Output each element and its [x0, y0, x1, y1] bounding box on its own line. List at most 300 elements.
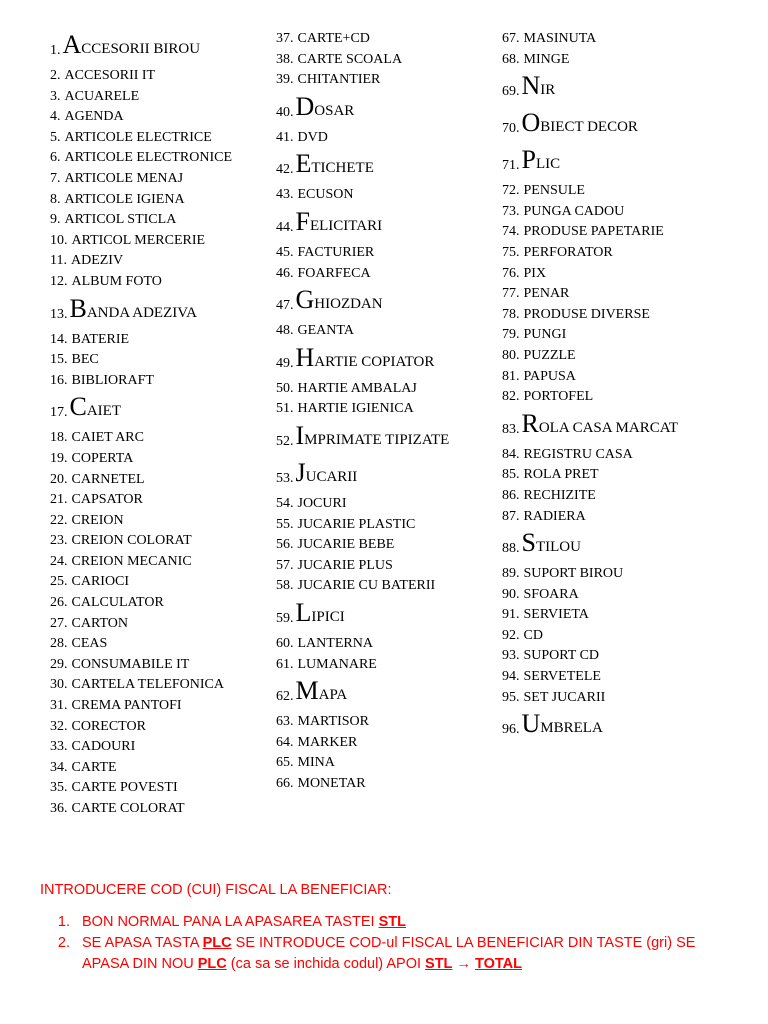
- category-item: [50, 249, 265, 270]
- category-item: [502, 624, 742, 645]
- category-item: [50, 447, 265, 468]
- category-item: [502, 644, 742, 665]
- item-number: 89.: [502, 566, 520, 582]
- item-number: 73.: [502, 203, 520, 219]
- category-item: [50, 348, 265, 369]
- item-number: 67.: [502, 31, 520, 46]
- item-label: ACUARELE: [64, 88, 140, 104]
- item-number: 3.: [50, 88, 61, 104]
- item-number: 4.: [50, 109, 61, 125]
- category-heading-item: [50, 27, 265, 64]
- item-label: BIBLIORAFT: [71, 372, 154, 388]
- category-heading-item: [502, 706, 742, 743]
- item-number: 77.: [502, 286, 520, 302]
- category-column-3: [502, 27, 742, 743]
- item-number: 14.: [50, 331, 68, 347]
- item-number: 11.: [50, 253, 67, 269]
- item-label: MARTISOR: [297, 714, 370, 730]
- item-number: 36.: [50, 801, 68, 816]
- category-item: [502, 505, 742, 526]
- item-number: 56.: [276, 537, 294, 553]
- category-item: [50, 146, 265, 167]
- item-number: 16.: [50, 372, 68, 388]
- item-number: 12.: [50, 273, 68, 289]
- item-number: 57.: [276, 557, 294, 573]
- item-label: ARTICOLE MENAJ: [64, 170, 184, 186]
- category-item: [502, 179, 742, 200]
- item-label: JUCARIE BEBE: [297, 537, 395, 553]
- item-number: 51.: [276, 401, 294, 417]
- item-label: ALBUM FOTO: [71, 273, 162, 289]
- category-item: [50, 570, 265, 591]
- item-number: 23.: [50, 533, 68, 549]
- item-label: CAIET ARC: [71, 430, 144, 446]
- item-number: 9.: [50, 212, 61, 228]
- item-number: 28.: [50, 636, 68, 652]
- item-label: SET JUCARII: [523, 689, 606, 705]
- item-label: MINA: [297, 755, 335, 771]
- category-item: [502, 583, 742, 604]
- item-label: SERVIETA: [523, 607, 589, 623]
- category-item: [502, 262, 742, 283]
- item-label: ROLA CASA MARCAT: [521, 408, 679, 438]
- category-heading-item: [50, 389, 265, 426]
- item-label: GEANTA: [297, 323, 354, 339]
- item-number: 29.: [50, 656, 68, 672]
- item-number: 46.: [276, 265, 294, 281]
- item-label: PENSULE: [523, 183, 585, 199]
- item-number: 45.: [276, 244, 294, 260]
- item-number: 83.: [502, 421, 520, 437]
- instructions-title: INTRODUCERE COD (CUI) FISCAL LA BENEFICIAR:: [40, 882, 392, 898]
- category-item: [502, 562, 742, 583]
- item-label: CADOURI: [71, 739, 136, 755]
- item-label: OBIECT DECOR: [521, 108, 638, 138]
- item-number: 26.: [50, 595, 68, 611]
- category-heading-item: [276, 340, 486, 377]
- category-item: [276, 653, 486, 674]
- category-column-2: [276, 27, 486, 792]
- item-label: PRODUSE PAPETARIE: [523, 224, 664, 240]
- item-label: CHITANTIER: [297, 72, 381, 88]
- category-item: [50, 797, 265, 818]
- item-label: BANDA ADEZIVA: [69, 293, 197, 323]
- category-item: [502, 385, 742, 406]
- item-number: 69.: [502, 84, 520, 100]
- item-number: 54.: [276, 495, 294, 511]
- category-item: [50, 85, 265, 106]
- category-item: [50, 488, 265, 509]
- item-number: 76.: [502, 265, 520, 281]
- item-label: CAIET: [69, 392, 121, 422]
- category-item: [502, 603, 742, 624]
- item-number: 37.: [276, 31, 294, 46]
- item-label: ECUSON: [297, 187, 354, 203]
- item-label: PUNGA CADOU: [523, 203, 625, 219]
- item-label: ETICHETE: [295, 149, 374, 179]
- category-item: [276, 183, 486, 204]
- item-number: 2.: [50, 68, 61, 83]
- category-item: [50, 673, 265, 694]
- category-item: [50, 756, 265, 777]
- item-number: 88.: [502, 541, 520, 557]
- item-number: 48.: [276, 323, 294, 339]
- category-heading-item: [276, 595, 486, 632]
- item-label: ADEZIV: [70, 253, 124, 269]
- item-label: LUMANARE: [297, 656, 377, 672]
- category-item: [502, 686, 742, 707]
- item-number: 59.: [276, 610, 294, 626]
- item-label: ARTICOLE ELECTRICE: [64, 129, 212, 145]
- category-item: [276, 492, 486, 513]
- item-label: LANTERNA: [297, 635, 373, 651]
- item-label: CALCULATOR: [71, 595, 164, 611]
- item-number: 7.: [50, 170, 61, 186]
- item-number: 8.: [50, 191, 61, 207]
- item-label: ARTICOLE ELECTRONICE: [64, 150, 233, 166]
- key-name: TOTAL: [474, 956, 522, 973]
- category-item: [502, 323, 742, 344]
- category-item: [502, 463, 742, 484]
- category-heading-item: [502, 68, 742, 105]
- item-number: 75.: [502, 244, 520, 260]
- category-column-1: [50, 27, 265, 818]
- item-number: 50.: [276, 380, 294, 396]
- category-item: [502, 365, 742, 386]
- category-item: [276, 241, 486, 262]
- item-label: ARTICOLE IGIENA: [64, 191, 185, 207]
- item-number: 21.: [50, 492, 68, 508]
- category-item: [50, 167, 265, 188]
- item-number: 35.: [50, 780, 68, 796]
- category-item: [276, 319, 486, 340]
- item-number: 47.: [276, 298, 294, 314]
- item-number: 38.: [276, 51, 294, 67]
- item-number: 90.: [502, 586, 520, 602]
- category-item: [50, 529, 265, 550]
- item-label: ARTICOL MERCERIE: [71, 232, 206, 248]
- category-item: [276, 751, 486, 772]
- category-item: [50, 208, 265, 229]
- category-item: [50, 369, 265, 390]
- item-label: CAPSATOR: [71, 492, 143, 508]
- item-number: 10.: [50, 232, 68, 248]
- item-number: 6.: [50, 150, 61, 166]
- category-item: [50, 612, 265, 633]
- item-number: 81.: [502, 368, 520, 384]
- item-label: HARTIE COPIATOR: [295, 342, 435, 372]
- item-number: 42.: [276, 162, 294, 178]
- category-item: [50, 426, 265, 447]
- item-label: PORTOFEL: [523, 389, 594, 405]
- item-label: JUCARIE PLASTIC: [297, 516, 416, 532]
- item-number: 40.: [276, 104, 294, 120]
- item-label: MINGE: [523, 51, 570, 67]
- category-item: [50, 632, 265, 653]
- item-label: PENAR: [523, 286, 570, 302]
- category-item: [502, 303, 742, 324]
- category-heading-item: [50, 291, 265, 328]
- category-item: [50, 735, 265, 756]
- item-label: RADIERA: [523, 508, 586, 524]
- category-item: [50, 64, 265, 85]
- category-heading-item: [276, 146, 486, 183]
- item-number: 86.: [502, 487, 520, 503]
- item-label: SFOARA: [523, 586, 579, 602]
- category-item: [276, 397, 486, 418]
- item-label: REGISTRU CASA: [523, 446, 633, 462]
- item-number: 17.: [50, 405, 68, 421]
- item-number: 65.: [276, 755, 294, 771]
- item-number: 25.: [50, 574, 68, 590]
- item-label: NIR: [521, 71, 556, 101]
- item-label: LIPICI: [295, 597, 345, 627]
- category-heading-item: [502, 406, 742, 443]
- item-label: HARTIE AMBALAJ: [297, 380, 417, 396]
- item-label: CREION MECANIC: [71, 553, 192, 569]
- item-number: 30.: [50, 677, 68, 693]
- item-label: COPERTA: [71, 450, 134, 466]
- item-label: CARTELA TELEFONICA: [71, 677, 225, 693]
- category-item: [276, 533, 486, 554]
- item-label: CARTE COLORAT: [71, 801, 185, 816]
- item-label: CREION COLORAT: [71, 533, 192, 549]
- category-item: [276, 632, 486, 653]
- item-number: 24.: [50, 553, 68, 569]
- item-label: IMPRIMATE TIPIZATE: [295, 420, 450, 450]
- category-heading-item: [276, 455, 486, 492]
- item-number: 53.: [276, 470, 294, 486]
- key-name: STL: [378, 914, 406, 930]
- item-label: ARTICOL STICLA: [64, 212, 177, 228]
- item-label: JOCURI: [297, 495, 347, 511]
- item-number: 49.: [276, 355, 294, 371]
- category-item: [502, 241, 742, 262]
- item-label: UMBRELA: [521, 709, 603, 739]
- item-number: 15.: [50, 352, 68, 368]
- item-number: 96.: [502, 722, 520, 738]
- item-number: 93.: [502, 648, 520, 664]
- category-item: [276, 574, 486, 595]
- item-label: PLIC: [521, 145, 561, 175]
- key-name: PLC: [197, 956, 227, 973]
- item-label: CREMA PANTOFI: [71, 698, 182, 714]
- category-item: [502, 665, 742, 686]
- category-item: [276, 27, 486, 48]
- item-number: 32.: [50, 718, 68, 734]
- item-number: 5.: [50, 129, 61, 145]
- category-item: [50, 591, 265, 612]
- category-item: [50, 550, 265, 571]
- category-heading-item: [276, 418, 486, 455]
- category-item: [50, 776, 265, 797]
- item-label: FELICITARI: [295, 206, 383, 236]
- item-label: PUNGI: [523, 327, 567, 343]
- item-label: AGENDA: [64, 109, 124, 125]
- category-heading-item: [502, 525, 742, 562]
- item-number: 70.: [502, 121, 520, 137]
- category-item: [50, 229, 265, 250]
- category-item: [50, 653, 265, 674]
- item-number: 58.: [276, 578, 294, 594]
- category-item: [50, 509, 265, 530]
- item-number: 13.: [50, 306, 68, 322]
- item-number: 27.: [50, 615, 68, 631]
- item-number: 74.: [502, 224, 520, 240]
- item-number: 92.: [502, 627, 520, 643]
- instruction-step: [74, 933, 740, 975]
- category-heading-item: [276, 204, 486, 241]
- item-number: 55.: [276, 516, 294, 532]
- item-number: 52.: [276, 433, 294, 449]
- item-label: CONSUMABILE IT: [71, 656, 190, 672]
- step-text: BON NORMAL PANA LA APASAREA TASTEI: [82, 914, 379, 930]
- item-number: 44.: [276, 219, 294, 235]
- category-item: [276, 377, 486, 398]
- item-number: 63.: [276, 714, 294, 730]
- item-label: PIX: [523, 265, 547, 281]
- item-number: 91.: [502, 607, 520, 623]
- step-text: →: [452, 956, 475, 973]
- item-label: GHIOZDAN: [295, 285, 383, 315]
- item-label: DVD: [297, 129, 328, 145]
- step-text: (ca sa se inchida codul) APOI: [226, 956, 426, 973]
- category-item: [50, 694, 265, 715]
- step-text: SE INTRODUCE COD-ul FISCAL LA BENEFICIAR DIN TASTE (gri) SE APASA DIN NOU: [82, 935, 696, 973]
- item-label: PERFORATOR: [523, 244, 613, 260]
- item-label: HARTIE IGIENICA: [297, 401, 414, 417]
- item-number: 82.: [502, 389, 520, 405]
- category-item: [276, 772, 486, 793]
- item-label: MARKER: [297, 734, 358, 750]
- category-item: [502, 443, 742, 464]
- item-label: CREION: [71, 512, 124, 528]
- item-label: DOSAR: [295, 91, 355, 121]
- item-label: CARNETEL: [71, 471, 145, 487]
- key-name: STL: [425, 956, 453, 973]
- item-label: SUPORT CD: [523, 648, 600, 664]
- item-label: ROLA PRET: [523, 467, 599, 483]
- item-label: CARTE SCOALA: [297, 51, 403, 67]
- item-number: 68.: [502, 51, 520, 67]
- category-item: [276, 710, 486, 731]
- instruction-step: [74, 912, 740, 933]
- fiscal-code-instructions: [40, 882, 740, 975]
- category-item: [502, 282, 742, 303]
- item-number: 41.: [276, 129, 294, 145]
- category-item: [276, 513, 486, 534]
- category-item: [50, 468, 265, 489]
- item-label: JUCARII: [295, 457, 358, 487]
- item-number: 85.: [502, 467, 520, 483]
- item-label: ACCESORII BIROU: [62, 30, 201, 59]
- item-label: CARTE: [71, 759, 117, 775]
- item-number: 43.: [276, 187, 294, 203]
- item-number: 66.: [276, 775, 294, 791]
- instructions-steps: [40, 912, 740, 975]
- item-label: PUZZLE: [523, 347, 576, 363]
- item-label: SUPORT BIROU: [523, 566, 624, 582]
- category-item: [502, 344, 742, 365]
- step-text: SE APASA TASTA: [82, 935, 203, 952]
- category-item: [50, 715, 265, 736]
- item-label: ACCESORII IT: [64, 68, 156, 83]
- item-label: RECHIZITE: [523, 487, 596, 503]
- category-heading-item: [502, 105, 742, 142]
- item-number: 61.: [276, 656, 294, 672]
- item-label: PAPUSA: [523, 368, 576, 384]
- category-heading-item: [276, 282, 486, 319]
- category-item: [502, 220, 742, 241]
- item-number: 64.: [276, 734, 294, 750]
- item-label: STILOU: [521, 528, 581, 558]
- item-label: CD: [523, 627, 543, 643]
- item-label: JUCARIE CU BATERII: [297, 578, 436, 594]
- category-item: [502, 48, 742, 69]
- category-item: [276, 731, 486, 752]
- item-number: 72.: [502, 183, 520, 199]
- item-number: 1.: [50, 43, 61, 58]
- item-label: JUCARIE PLUS: [297, 557, 393, 573]
- item-number: 94.: [502, 669, 520, 685]
- item-label: PRODUSE DIVERSE: [523, 306, 650, 322]
- item-number: 87.: [502, 508, 520, 524]
- item-label: MASINUTA: [523, 31, 597, 46]
- category-heading-item: [502, 142, 742, 179]
- item-number: 22.: [50, 512, 68, 528]
- category-item: [502, 484, 742, 505]
- category-item: [50, 188, 265, 209]
- item-number: 78.: [502, 306, 520, 322]
- category-heading-item: [276, 673, 486, 710]
- item-number: 39.: [276, 72, 294, 88]
- item-label: BATERIE: [71, 331, 130, 347]
- category-item: [276, 262, 486, 283]
- category-item: [50, 126, 265, 147]
- item-label: FACTURIER: [297, 244, 375, 260]
- category-item: [50, 105, 265, 126]
- category-item: [50, 328, 265, 349]
- category-item: [502, 27, 742, 48]
- category-item: [276, 48, 486, 69]
- item-number: 19.: [50, 450, 68, 466]
- category-heading-item: [276, 89, 486, 126]
- item-number: 18.: [50, 430, 68, 446]
- item-number: 71.: [502, 158, 520, 174]
- category-item: [276, 68, 486, 89]
- item-number: 84.: [502, 446, 520, 462]
- category-item: [50, 270, 265, 291]
- item-number: 31.: [50, 698, 68, 714]
- item-label: BEC: [71, 352, 99, 368]
- item-number: 34.: [50, 759, 68, 775]
- item-label: FOARFECA: [297, 265, 371, 281]
- item-label: CARIOCI: [71, 574, 130, 590]
- item-label: CORECTOR: [71, 718, 146, 734]
- category-item: [276, 554, 486, 575]
- item-label: SERVETELE: [523, 669, 601, 685]
- item-label: CARTE+CD: [297, 31, 370, 46]
- item-number: 62.: [276, 689, 294, 705]
- item-label: MONETAR: [297, 775, 366, 791]
- key-name: PLC: [202, 935, 232, 952]
- item-label: CARTON: [71, 615, 128, 631]
- item-label: CARTE POVESTI: [71, 780, 178, 796]
- item-number: 79.: [502, 327, 520, 343]
- item-label: CEAS: [71, 636, 108, 652]
- item-number: 95.: [502, 689, 520, 705]
- item-label: MAPA: [295, 676, 348, 706]
